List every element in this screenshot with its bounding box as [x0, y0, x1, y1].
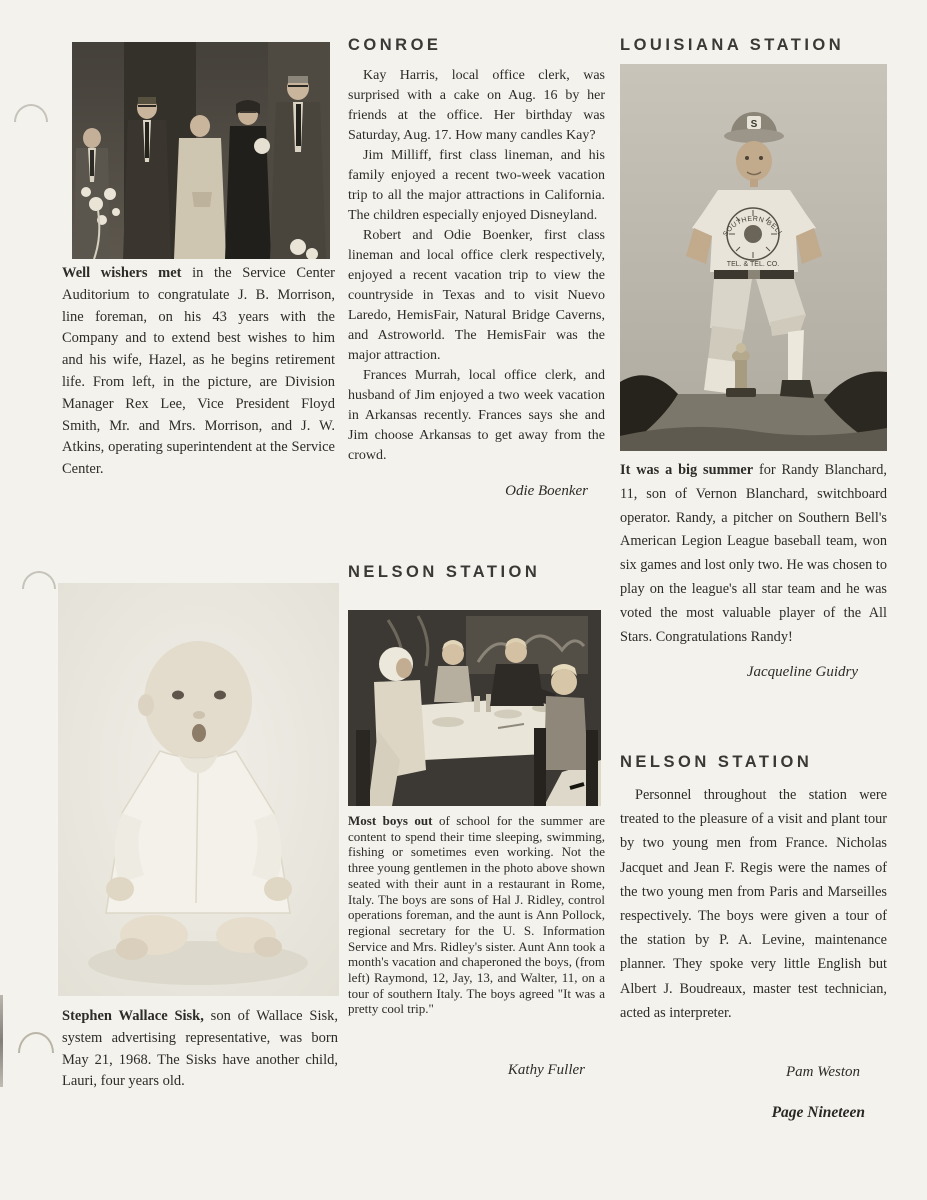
nelson-mid-heading: NELSON STATION [348, 563, 541, 581]
conroe-heading: CONROE [348, 36, 442, 54]
baseball-caption-text: for Randy Blanchard, 11, son of Vernon Blanchard, switchboard operator. Randy, a pitcher on Southern Bell's American Legion League baseball team, won six games and lost only two. He was chosen to play on the league's all star team and he was voted the most valuable player of the All Stars. Congratulations Randy! [620, 462, 888, 645]
scan-edge-shadow [0, 995, 3, 1087]
shirt-bottom-text: TEL. & TEL. CO. [726, 261, 780, 268]
nelson-mid-byline: Kathy Fuller [507, 1062, 585, 1078]
nelson-right-byline: Pam Weston [785, 1064, 860, 1080]
wellwishers-caption [62, 263, 335, 481]
cap-letter-text: S [750, 119, 758, 130]
restaurant-caption [348, 813, 605, 1017]
restaurant-caption-text: of school for the summer are content to spend their time sleeping, swimming, fishing or sometimes even working. Not the three young gentlemen in the photo above shown seated with their aunt in a restaurant in Rome, Italy. The boys are sons of Hal J. Ridley, control operations foreman, and the aunt is Ann Pollock, regional secretary for the U. S. Information Service and Mrs. Ridley's sister. Aunt Ann took a month's vacation and chaperoned the boys, (from left) Raymond, 12, Jay, 13, and Walter, 11, on a tour of southern Italy. The boys agreed "It was a pretty cool trip." [348, 813, 606, 1017]
conroe-paragraph-2: Jim Milliff, first class lineman, and his family enjoyed a recent two-week vacation trip to all the major attractions in California. The children especially enjoyed Disneyland. [348, 148, 605, 223]
nelson-right-article [620, 783, 887, 1025]
louisiana-byline: Jacqueline Guidry [746, 664, 858, 680]
wellwishers-caption-lead: Well wishers met [62, 265, 182, 281]
baby-caption-text: son of Wallace Sisk, system advertising representative, was born May 21, 1968. The Sisks have another child, Lauri, four years old. [62, 1008, 338, 1090]
wellwishers-caption-text: in the Service Center Auditorium to congratulate J. B. Morrison, line foreman, on his 43 years with the Company and to extend best wishes to him and his wife, Hazel, as he begins retirement life. From left, in the picture, are Division Manager Rex Lee, Vice President Floyd Smith, Mr. and Mrs. Morrison, and J. W. Atkins, operating superintendent at the Service Center. [62, 265, 335, 478]
restaurant-caption-lead: Most boys out [348, 813, 433, 828]
baby-caption [62, 1006, 338, 1093]
baby-photo [58, 583, 339, 996]
nelson-right-heading: NELSON STATION [620, 753, 813, 771]
louisiana-heading: LOUISIANA STATION [620, 36, 845, 54]
punch-hole-middle [22, 571, 56, 589]
wellwishers-photo [72, 42, 330, 259]
conroe-paragraph-4: Frances Murrah, local office clerk, and husband of Jim enjoyed a two week vacation in Arkansas recently. Frances says she and Jim choose Arkansas to get away from the crowd. [348, 368, 605, 463]
conroe-paragraph-3: Robert and Odie Boenker, first class lineman and local office clerk respectively, enjoyed a recent vacation trip to view the countryside in Texas and to visit Nuevo Laredo, HemisFair, Natural Bridge Caverns, and Astroworld. The HemisFair was the major attraction. [348, 228, 605, 363]
punch-hole-bottom [18, 1032, 54, 1053]
nelson-right-paragraph: Personnel throughout the station were treated to the pleasure of a visit and plant tour by two young men from France. Nicholas Jacquet and Jean F. Regis were the names of the two young men from Paris and Marseilles respectively. The boys were given a tour of the station by P. A. Levine, maintenance planner. They spoke very little English but Albert J. Boudreaux, master test technician, acted as interpreter. [620, 787, 887, 1021]
restaurant-photo [348, 610, 601, 806]
conroe-paragraph-1: Kay Harris, local office clerk, was surprised with a cake on Aug. 16 by her friends at the office. Her birthday was Saturday, Aug. 17. How many candles Kay? [348, 68, 605, 143]
baseball-caption-lead: It was a big summer [620, 462, 754, 478]
baseball-boy-photo [620, 64, 887, 451]
baby-caption-lead: Stephen Wallace Sisk, [62, 1008, 204, 1024]
shirt-top-text: SOUTHERN BELL [722, 215, 784, 238]
baseball-caption [620, 459, 887, 649]
page-number: Page Nineteen [771, 1104, 865, 1121]
conroe-article [348, 66, 605, 466]
punch-hole-top [14, 104, 48, 122]
conroe-byline: Odie Boenker [505, 483, 588, 499]
